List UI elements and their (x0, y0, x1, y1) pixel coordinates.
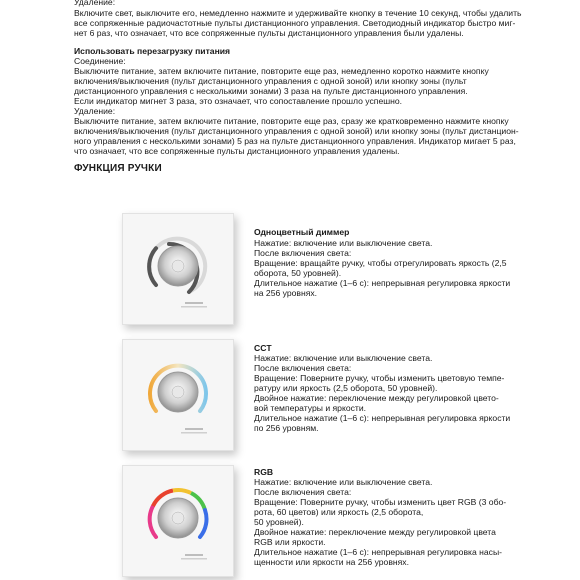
connect-title: Соединение: (74, 56, 126, 66)
connect-line-2: включения/выключения (пульт дистанционного управления с одной зоной) или кнопку зоны (пульт (74, 76, 467, 86)
connect-line-3: дистанционного управления с несколькими зонами) 3 раза на пульте дистанционного управления. (74, 86, 468, 96)
single-dimmer-knob-illustration (123, 214, 233, 324)
mode-2-line-6: вой температуры и яркости. (254, 403, 367, 413)
mode-3-line-6: Двойное нажатие: переключение между регулировкой цвета (254, 527, 496, 537)
knob-section-title: ФУНКЦИЯ РУЧКИ (74, 163, 162, 174)
mode-3-line-1: Нажатие: включение или выключение света. (254, 477, 433, 487)
mode-3-line-5: 50 уровней). (254, 517, 304, 527)
delete-line-4: что означает, что все сопряженные пульты дистанционного управления удалены. (74, 146, 400, 156)
deletion-line-3: нет 6 раз, что означает, что все сопряженные пульты дистанционного управления были удалены. (74, 28, 464, 38)
delete-title: Удаление: (74, 106, 116, 116)
mode-3-line-8: Длительное нажатие (1–6 с): непрерывная регулировка насы- (254, 547, 502, 557)
mode-1-line-2: После включения света: (254, 248, 352, 258)
mode-1-line-1: Нажатие: включение или выключение света. (254, 238, 433, 248)
mode-2-line-7: Длительное нажатие (1–6 с): непрерывная регулировка яркости (254, 413, 511, 423)
delete-line-3: ного управления с несколькими зонами) 5 раз на пульте дистанционного управления. Индикатор мигает 5 раз, (74, 136, 516, 146)
mode-2-line-1: Нажатие: включение или выключение света. (254, 353, 433, 363)
mode-1-line-4: оборота, 50 уровней). (254, 268, 342, 278)
mode-2-line-3: Вращение: Поверните ручку, чтобы изменить цветовую темпе- (254, 373, 505, 383)
mode-2-line-2: После включения света: (254, 363, 352, 373)
rgb-knob-illustration (123, 466, 233, 576)
reboot-title: Использовать перезагрузку питания (74, 46, 231, 56)
mode-2-title: CCT (254, 343, 272, 353)
mode-3-line-4: рота, 60 цветов) или яркость (2,5 оборота, (254, 507, 424, 517)
mode-2-line-5: Двойное нажатие: переключение между регулировкой цвето- (254, 393, 499, 403)
deletion-line-1: Включите свет, выключите его, немедленно нажмите и удерживайте кнопку в течение 10 секунд, чтобы удалить (74, 8, 522, 18)
mode-3-title: RGB (254, 467, 274, 477)
mode-2-line-8: по 256 уровням. (254, 423, 319, 433)
mode-1-line-5: Длительное нажатие (1–6 с): непрерывная регулировка яркости (254, 278, 511, 288)
mode-1-line-3: Вращение: вращайте ручку, чтобы отрегулировать яркость (2,5 (254, 258, 507, 268)
mode-3-line-9: щенности или яркости на 256 уровнях. (254, 557, 409, 567)
rgb-panel-image (122, 465, 234, 577)
single-dimmer-panel-image (122, 213, 234, 325)
delete-line-1: Выключите питание, затем включите питание, повторите еще раз, сразу же кратковременно нажмите кнопку (74, 116, 509, 126)
delete-line-2: включения/выключения (пульт дистанционного управления с одной зоной) или кнопку зоны (пульт дистанцион- (74, 126, 519, 136)
connect-line-1: Выключите питание, затем включите питание, повторите еще раз, немедленно коротко нажмите кнопку (74, 66, 489, 76)
cct-panel-image (122, 339, 234, 451)
mode-1-line-6: на 256 уровнях. (254, 288, 318, 298)
deletion-line-2: все сопряженные радиочастотные пульты дистанционного управления. Светодиодный индикатор быстро миг- (74, 18, 516, 28)
mode-3-line-7: RGB или яркости. (254, 537, 326, 547)
deletion-title: Удаление: (74, 0, 116, 7)
cct-knob-illustration (123, 340, 233, 450)
mode-2-line-4: ратуру или яркость (2,5 оборота, 50 уровней). (254, 383, 438, 393)
connect-line-4: Если индикатор мигнет 3 раза, это означает, что сопоставление прошло успешно. (74, 96, 403, 106)
mode-1-title: Одноцветный диммер (254, 227, 350, 237)
mode-3-line-3: Вращение: Поверните ручку, чтобы изменить цвет RGB (3 обо- (254, 497, 507, 507)
mode-3-line-2: После включения света: (254, 487, 352, 497)
